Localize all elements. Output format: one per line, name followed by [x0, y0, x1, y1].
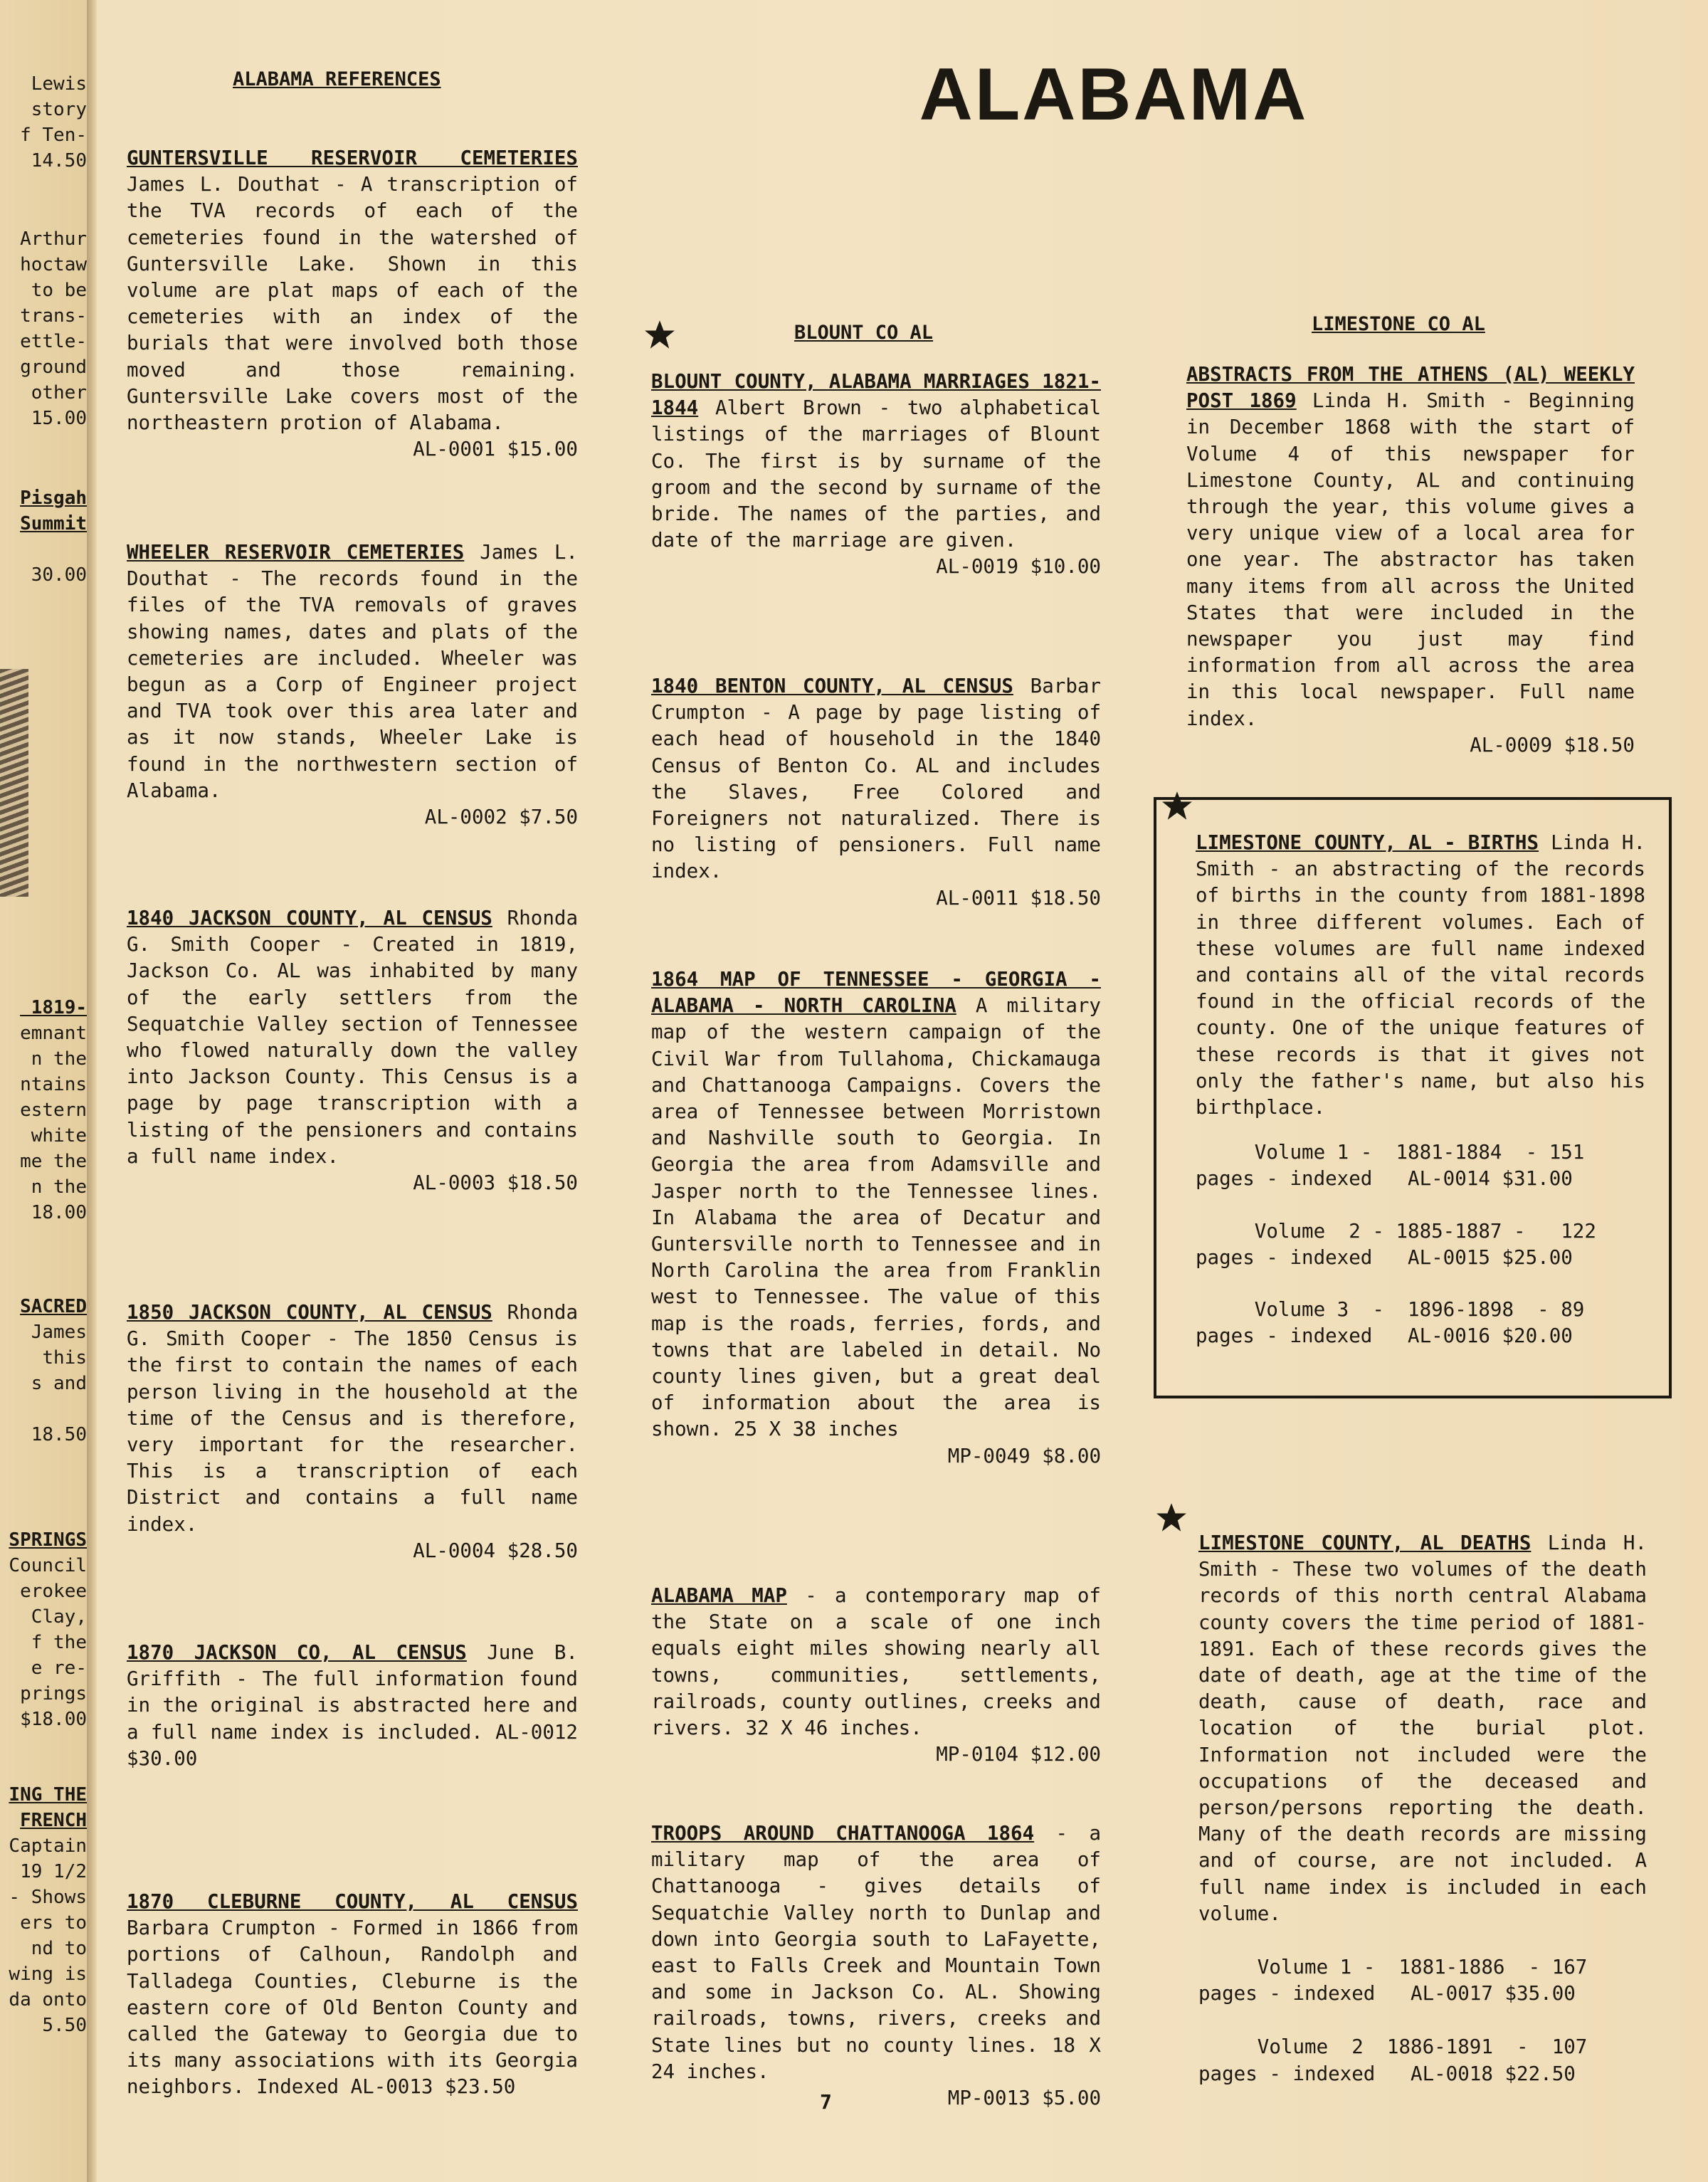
previous-page-text-fragment: ers to [20, 1912, 87, 1934]
previous-page-text-fragment: story [31, 99, 87, 120]
previous-page-text-fragment: Clay, [31, 1606, 87, 1628]
previous-page-text-fragment: 14.50 [31, 150, 87, 172]
entry-code-price: AL-0009 $18.50 [1470, 733, 1635, 757]
previous-page-text-fragment: this [42, 1347, 87, 1369]
volume-line: pages - indexed AL-0015 $25.00 [1196, 1245, 1573, 1269]
entry-description: A military map of the western campaign of the Civil War from Tullahoma, Chickamauga and Chattanooga Campaigns. Covers the area of Tennessee between Morristown and Nashville south to Georgia. In Georgia the area from Adamsville and Jasper north to the Tennessee lines. In Alabama the area of Decatur and Guntersville north to Tennessee and in North Carolina the area from Franklin west to Tennessee. The value of this map is the roads, ferries, fords, and towns that are labeled in detail. No county lines given, but a great deal of information about the area is shown. 25 X 38 inches [651, 994, 1101, 1441]
entry-code-price: AL-0004 $28.50 [413, 1539, 578, 1562]
entry-title: TROOPS AROUND CHATTANOOGA 1864 [651, 1822, 1035, 1845]
previous-page-text-fragment: SACRED [20, 1296, 87, 1317]
entry-title: GUNTERSVILLE RESERVOIR CEMETERIES [127, 147, 578, 169]
previous-page-text-fragment: trans- [20, 305, 87, 327]
previous-page-text-fragment: n the [31, 1048, 87, 1070]
entry-code-price: MP-0013 $5.00 [947, 2087, 1101, 2110]
star-icon [1161, 790, 1193, 821]
entry-code-price: MP-0104 $12.00 [936, 1743, 1101, 1766]
previous-page-text-fragment: SPRINGS [9, 1529, 87, 1551]
previous-page-text-fragment: $18.00 [20, 1709, 87, 1730]
alabama-references-heading: ALABAMA REFERENCES [233, 68, 441, 90]
catalog-entry [1198, 1530, 1647, 2087]
previous-page-text-fragment: da onto [9, 1989, 87, 2010]
volume-line: Volume 1 - 1881-1884 - 151 [1196, 1141, 1585, 1164]
entry-description: Linda H. Smith - an abstracting of the records of births in the county from 1881-1898 in three different volumes. Each of these volumes are full name indexed and contains all of the vital records found in the official records of the county. One of the unique features of these records is that it gives not only the father's name, but also his birthplace. [1196, 831, 1646, 1119]
catalog-entry [651, 673, 1101, 912]
previous-page-text-fragment: hoctaw [20, 254, 87, 275]
limestone-heading: LIMESTONE CO AL [1312, 313, 1485, 335]
catalog-entry [1196, 830, 1645, 1349]
catalog-entry [127, 145, 578, 463]
entry-title: 1840 BENTON COUNTY, AL CENSUS [651, 675, 1013, 697]
entry-description: Linda H. Smith - Beginning in December 1868 with the start of Volume 4 of this newspaper for Limestone County, AL and continuing through the year, this volume gives a very unique view of a local area for one year. The abstractor has taken many items from all across the United States that were included in the newspaper you just may find information from all across the area in this local newspaper. Full name index. [1186, 389, 1635, 730]
previous-page-text-fragment: wing is [9, 1964, 87, 1985]
previous-page-text-fragment: 19 1/2 [20, 1861, 87, 1882]
previous-page-text-fragment: Council [9, 1555, 87, 1576]
entry-code-price: MP-0049 $8.00 [947, 1444, 1101, 1467]
volume-line: pages - indexed AL-0018 $22.50 [1198, 2062, 1576, 2085]
previous-page-text-fragment: Lewis [31, 73, 87, 95]
previous-page-text-fragment: me the [20, 1151, 87, 1172]
catalog-entry [127, 1300, 578, 1564]
volume-line: Volume 2 - 1885-1887 - 122 [1196, 1219, 1596, 1243]
catalog-entry [651, 1583, 1101, 1768]
entry-description: Barbara Crumpton - Formed in 1866 from portions of Calhoun, Randolph and Talladega Counties, Cleburne is the eastern core of Old Benton County and called the Gateway to Georgia due to its many associations with its Georgia neighbors. Indexed [127, 1917, 578, 2099]
entry-code-price: AL-0001 $15.00 [413, 438, 578, 461]
volume-line: pages - indexed AL-0014 $31.00 [1196, 1167, 1573, 1191]
page-title: ALABAMA [919, 53, 1309, 136]
catalog-entry [651, 369, 1101, 581]
volume-line: Volume 3 - 1896-1898 - 89 [1196, 1298, 1585, 1322]
previous-page-text-fragment: - Shows [9, 1887, 87, 1908]
previous-page-text-fragment: FRENCH [20, 1810, 87, 1831]
entry-description: James L. Douthat - The records found in the files of the TVA removals of graves showing names, dates and plats of the cemeteries are included. Wheeler was begun as a Corp of Engineer project and TVA took over this area later and as it now stands, Wheeler Lake is found in the northwestern section of Alabama. [127, 541, 578, 802]
entry-title: LIMESTONE COUNTY, AL DEATHS [1198, 1532, 1532, 1554]
page-number: 7 [820, 2090, 832, 2114]
previous-page-text-fragment: erokee [20, 1581, 87, 1602]
star-icon [644, 319, 675, 350]
catalog-entry [1186, 362, 1635, 759]
entry-title: ABSTRACTS FROM THE ATHENS (AL) WEEKLY POST 1869 [1186, 363, 1635, 413]
entry-description: Albert Brown - two alphabetical listings of the marriages of Blount Co. The first is by surname of the groom and the second by surname of the bride. The names of the parties, and date of the marriage are given. [651, 396, 1101, 552]
previous-page-text-fragment: Arthur [20, 228, 87, 250]
entry-title: LIMESTONE COUNTY, AL - BIRTHS [1196, 831, 1539, 854]
entry-description: James L. Douthat - A transcription of the TVA records of each of the cemeteries found in the watershed of Guntersville Lake. Shown in this volume are plat maps of each of the cemeteries with an index of the burials that were involved both those moved and those remaining. Guntersville Lake covers most of the northeastern protion of Alabama. [127, 173, 578, 435]
previous-page-text-fragment: emnant [20, 1023, 87, 1044]
entry-code-price: AL-0002 $7.50 [424, 806, 578, 829]
previous-page-text-fragment: 5.50 [42, 2015, 87, 2036]
catalog-entry [651, 1820, 1101, 2112]
entry-description: June B. Griffith - The full information found in the original is abstracted here and a full name index is included. [127, 1641, 578, 1744]
previous-page-text-fragment: Captain [9, 1835, 87, 1857]
volume-line: pages - indexed AL-0017 $35.00 [1198, 1982, 1576, 2006]
entry-code-price: AL-0012 $30.00 [127, 1720, 578, 1770]
previous-page-text-fragment: Summit [20, 513, 87, 534]
catalog-entry [651, 966, 1101, 1470]
previous-page-text-fragment: 30.00 [31, 564, 87, 586]
catalog-entry [127, 1640, 578, 1772]
previous-page-text-fragment: ground [20, 357, 87, 378]
previous-page-text-fragment: white [31, 1125, 87, 1147]
previous-page-text-fragment: James [31, 1322, 87, 1343]
previous-page-text-fragment: ntains [20, 1074, 87, 1095]
entry-code-price: AL-0011 $18.50 [936, 886, 1101, 910]
book-spine [87, 0, 97, 2182]
entry-description: Rhonda G. Smith Cooper - Created in 1819, Jackson Co. AL was inhabited by many of the early settlers from the Sequatchie Valley section of Tennessee who flowed naturally down the valley into Jackson County. This Census is a page by page transcription with a listing of the pensioners and contains a full name index. [127, 907, 578, 1168]
entry-title: 1850 JACKSON COUNTY, AL CENSUS [127, 1301, 492, 1324]
entry-title: ALABAMA MAP [651, 1584, 787, 1607]
entry-description: - a military map of the area of Chattanooga - gives details of Sequatchie Valley north to Dunlap and down into Georgia south to LaFayette, east to Falls Creek and Mountain Town and some in Jackson Co. AL. Showing railroads, towns, rivers, creeks and State lines but no county lines. 18 X 24 inches. [651, 1822, 1101, 2083]
catalog-entry [127, 1889, 578, 2101]
entry-code-price: AL-0019 $10.00 [936, 555, 1101, 579]
previous-page-text-fragment: 18.00 [31, 1202, 87, 1223]
previous-page-text-fragment: estern [20, 1100, 87, 1121]
previous-page-text-fragment: n the [31, 1176, 87, 1198]
entry-code-price: AL-0003 $18.50 [413, 1171, 578, 1195]
entry-title: 1870 CLEBURNE COUNTY, AL CENSUS [127, 1890, 578, 1913]
entry-title: 1870 JACKSON CO, AL CENSUS [127, 1641, 467, 1664]
entry-title: 1864 MAP OF TENNESSEE - GEORGIA - ALABAMA - NORTH CAROLINA [651, 968, 1101, 1018]
entry-title: 1840 JACKSON COUNTY, AL CENSUS [127, 907, 492, 929]
entry-title: WHEELER RESERVOIR CEMETERIES [127, 541, 465, 564]
entry-code-price: AL-0013 $23.50 [350, 2075, 516, 2099]
previous-page-text-fragment: to be [31, 280, 87, 301]
entry-description: - a contemporary map of the State on a scale of one inch equals eight miles showing nearly all towns, communities, settlements, railroads, county outlines, creeks and rivers. 32 X 46 inches. [651, 1584, 1101, 1740]
entry-description: Barbar Crumpton - A page by page listing of each head of household in the 1840 Census of Benton Co. AL and includes the Slaves, Free Colored and Foreigners not naturalized. There is no listing of pensioners. Full name index. [651, 675, 1101, 883]
previous-page-text-fragment: ING THE [9, 1784, 87, 1806]
star-icon [1156, 1502, 1187, 1533]
previous-page-text-fragment: nd to [31, 1938, 87, 1959]
previous-page-illustration-fragment [0, 669, 28, 897]
previous-page-strip [0, 0, 87, 2182]
entry-description: Rhonda G. Smith Cooper - The 1850 Census is the first to contain the names of each person living in the household at the time of the Census and is therefore, very important for the researcher. This is a transcription of each District and contains a full name index. [127, 1301, 578, 1536]
previous-page-text-fragment: 1819- [20, 997, 87, 1018]
blount-heading: BLOUNT CO AL [794, 322, 934, 344]
previous-page-text-fragment: prings [20, 1683, 87, 1704]
previous-page-text-fragment: other [31, 382, 87, 404]
volume-line: Volume 1 - 1881-1886 - 167 [1198, 1956, 1588, 1979]
previous-page-text-fragment: f the [31, 1632, 87, 1653]
previous-page-text-fragment: e re- [31, 1657, 87, 1679]
previous-page-text-fragment: Pisgah [20, 487, 87, 509]
previous-page-text-fragment: ettle- [20, 331, 87, 352]
previous-page-text-fragment: 18.50 [31, 1424, 87, 1445]
catalog-entry [127, 539, 578, 831]
volume-line: Volume 2 1886-1891 - 107 [1198, 2035, 1588, 2059]
previous-page-text-fragment: f Ten- [20, 125, 87, 146]
previous-page-text-fragment: 15.00 [31, 408, 87, 429]
previous-page-text-fragment: s and [31, 1373, 87, 1394]
catalog-entry [127, 905, 578, 1196]
volume-line: pages - indexed AL-0016 $20.00 [1196, 1324, 1573, 1348]
entry-description: Linda H. Smith - These two volumes of the death records of this north central Alabama county covers the time period of 1881-1891. Each of these records gives the date of death, age at the time of the death, cause of death, race and location of the burial plot. Information not included were the occupations of the deceased and person/persons reporting the death. Many of the death records are missing and of course, are not included. A full name index is included in each volume. [1198, 1532, 1648, 1925]
entry-title: BLOUNT COUNTY, ALABAMA MARRIAGES 1821-1844 [651, 370, 1101, 420]
